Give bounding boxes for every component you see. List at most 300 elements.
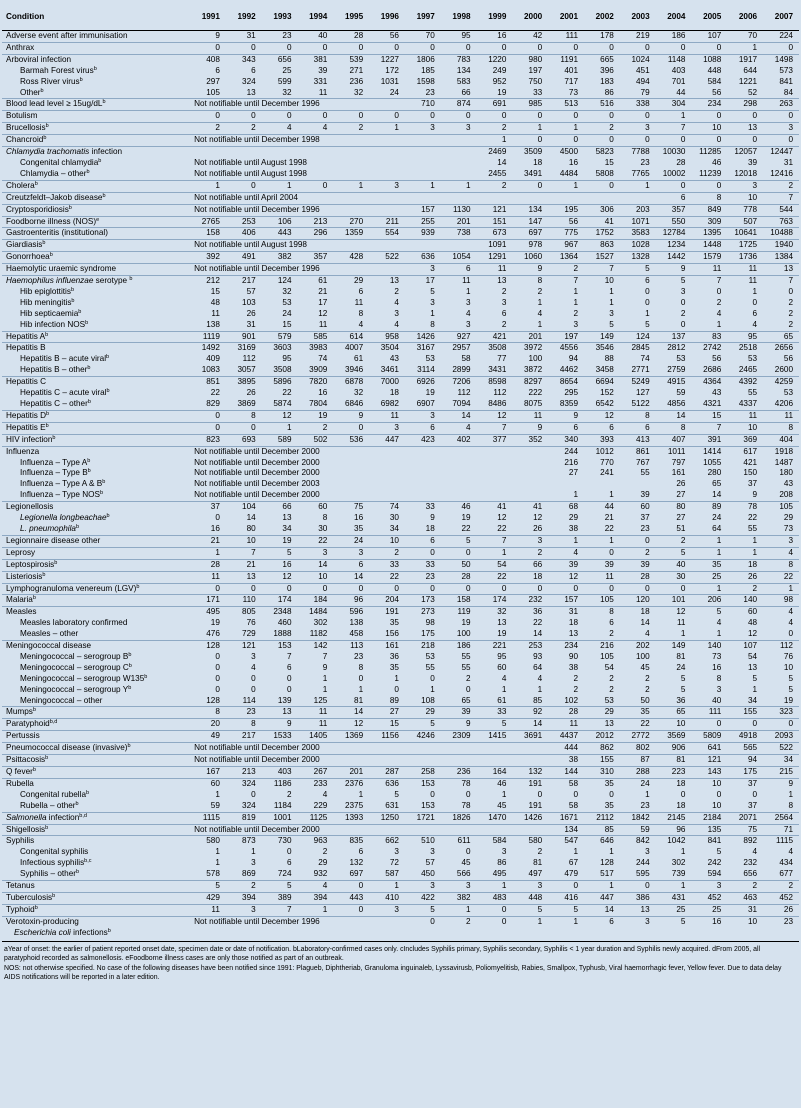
value-cell: 4007 — [333, 343, 369, 354]
value-cell: 70 — [405, 31, 441, 43]
value-cell: 805 — [226, 607, 262, 618]
table-row — [2, 252, 799, 264]
value-cell: 0 — [656, 42, 692, 54]
value-cell: 1 — [441, 180, 477, 192]
not-notifiable-note: Not notifiable until August 1998 — [190, 240, 477, 252]
condition-name: Meningococcal – serogroup $Y^b$ — [20, 684, 132, 694]
not-notifiable-note: Not notifiable until December 2000 — [190, 446, 548, 457]
value-cell: 1 — [609, 286, 614, 296]
value-cell: 1119 — [190, 331, 226, 343]
condition-name: Rubella – other$^b$ — [20, 800, 79, 810]
value-cell: 37 — [727, 778, 763, 789]
value-cell: 3461 — [380, 365, 399, 375]
value-cell: 11 — [441, 276, 477, 287]
value-cell: 403 — [671, 65, 686, 75]
value-cell: 502 — [298, 434, 334, 446]
value-cell: 29 — [333, 276, 369, 287]
value-cell: 28 — [620, 571, 656, 583]
value-cell: 32 — [282, 87, 292, 97]
condition-name: Salmonella infection$^{b,d}$ — [2, 812, 190, 824]
value-cell: 11 — [477, 264, 513, 276]
value-cell: 611 — [441, 836, 477, 847]
value-cell: 4 — [298, 123, 334, 135]
value-cell: 54 — [604, 662, 614, 672]
value-cell: 7 — [763, 276, 799, 287]
table-row — [2, 204, 799, 216]
table-row — [2, 147, 799, 158]
condition-name: Hepatitis C – acute viral$^b$ — [20, 388, 110, 398]
column-header-year: 1997 — [405, 4, 441, 31]
condition-name: Giardiasis$^b$ — [2, 240, 190, 252]
value-cell: 8 — [656, 422, 692, 434]
value-cell: 0 — [752, 297, 758, 307]
value-cell — [512, 928, 548, 939]
value-cell: 60 — [620, 502, 656, 513]
column-header-year: 2006 — [727, 4, 763, 31]
value-cell: 3 — [680, 286, 686, 296]
value-cell: 0 — [680, 297, 686, 307]
value-cell — [656, 928, 692, 939]
value-cell: 85 — [584, 824, 620, 836]
value-cell: 1 — [727, 535, 763, 547]
value-cell: 309 — [691, 216, 727, 228]
value-cell — [477, 928, 513, 939]
value-cell: 2 — [512, 547, 548, 559]
value-cell: 27 — [676, 490, 686, 500]
not-notifiable-note: Not notifiable until December 2000 — [190, 824, 548, 836]
value-cell: 236 — [441, 767, 477, 779]
value-cell: 201 — [512, 331, 548, 343]
value-cell: 2 — [226, 881, 262, 893]
value-cell: 0 — [548, 42, 584, 54]
value-cell: 874 — [441, 99, 477, 111]
value-cell: 1426 — [405, 331, 441, 343]
table-row — [2, 801, 799, 812]
value-cell: 0 — [190, 111, 226, 123]
value-cell: 10 — [727, 192, 763, 204]
value-cell: 1940 — [763, 240, 799, 252]
not-notifiable-note: Not notifiable until December 1998 — [190, 135, 477, 147]
value-cell: 74 — [369, 502, 405, 513]
value-cell: 952 — [492, 76, 507, 86]
value-cell: 186 — [441, 641, 477, 652]
value-cell: 1227 — [369, 54, 405, 65]
value-cell: 55 — [747, 523, 758, 533]
table-row — [2, 696, 799, 707]
condition-name: Paratyphoid$^{b,d}$ — [2, 719, 190, 731]
value-cell: 0 — [788, 629, 793, 639]
value-cell: 863 — [584, 240, 620, 252]
value-cell: 1888 — [273, 629, 292, 639]
value-cell: 93 — [533, 651, 543, 661]
value-cell: 0 — [298, 42, 334, 54]
value-cell: 1 — [501, 789, 507, 799]
value-cell: 12 — [656, 607, 692, 618]
value-cell: 0 — [584, 547, 620, 559]
value-cell: 306 — [584, 204, 620, 216]
value-cell: 3 — [512, 881, 548, 893]
value-cell: 26 — [246, 308, 256, 318]
value-cell: 1533 — [262, 731, 298, 743]
condition-name: Chancroid$^b$ — [2, 135, 190, 147]
value-cell: 7 — [691, 422, 727, 434]
value-cell: 185 — [421, 65, 435, 75]
value-cell: 15 — [210, 286, 220, 296]
value-cell: 110 — [226, 595, 262, 607]
value-cell: 0 — [620, 42, 656, 54]
table-row — [2, 169, 799, 180]
value-cell: 28 — [548, 707, 584, 719]
value-cell: 1 — [512, 916, 548, 927]
table-row — [2, 468, 799, 479]
value-cell: 369 — [727, 434, 763, 446]
value-cell: 409 — [206, 354, 220, 364]
value-cell: 0 — [226, 42, 262, 54]
value-cell: 1393 — [333, 812, 369, 824]
value-cell: 37 — [747, 479, 758, 489]
value-cell: 0 — [691, 719, 727, 731]
value-cell: 584 — [477, 836, 513, 847]
not-notifiable-note: Not notifiable until December 2000 — [194, 457, 320, 467]
value-cell: 298 — [727, 99, 763, 111]
not-notifiable-note: Not notifiable until December 2000 — [194, 468, 320, 478]
condition-name: Creutzfeldt–Jakob disease$^b$ — [2, 192, 190, 204]
condition-name: Infectious syphilis$^{b,c}$ — [20, 858, 92, 868]
value-cell: 1 — [537, 319, 543, 329]
value-cell: 1 — [656, 111, 692, 123]
value-cell: 53 — [676, 354, 686, 364]
value-cell: 32 — [354, 388, 364, 398]
value-cell: 224 — [763, 31, 799, 43]
value-cell: 28 — [441, 571, 477, 583]
value-cell: 0 — [763, 135, 799, 147]
value-cell: 11 — [190, 571, 226, 583]
value-cell: 155 — [727, 707, 763, 719]
value-cell: 1 — [358, 684, 364, 694]
value-cell: 35 — [584, 778, 620, 789]
value-cell: 1 — [691, 583, 727, 595]
value-cell: 901 — [226, 331, 262, 343]
value-cell: 1028 — [620, 240, 656, 252]
value-cell: 33 — [477, 707, 513, 719]
value-cell: 33 — [369, 559, 405, 571]
value-cell: 428 — [333, 252, 369, 264]
value-cell: 3 — [620, 123, 656, 135]
value-cell: 2759 — [667, 365, 686, 375]
value-cell: 1 — [322, 673, 328, 683]
value-cell: 134 — [456, 65, 471, 75]
value-cell: 0 — [286, 684, 292, 694]
value-cell: 4918 — [727, 731, 763, 743]
value-cell: 1083 — [201, 365, 220, 375]
value-cell: 8 — [322, 513, 328, 523]
value-cell: 7765 — [631, 168, 650, 178]
value-cell: 1 — [752, 684, 758, 694]
value-cell: 646 — [584, 836, 620, 847]
column-header-year: 2004 — [656, 4, 692, 31]
value-cell: 750 — [528, 76, 543, 86]
value-cell: 665 — [584, 54, 620, 65]
value-cell: 2 — [727, 583, 763, 595]
value-cell: 0 — [645, 297, 650, 307]
value-cell: 8 — [358, 662, 364, 672]
value-cell: 3431 — [488, 365, 507, 375]
value-cell: 382 — [262, 252, 298, 264]
value-cell: 8 — [358, 308, 364, 318]
value-cell: 0 — [286, 673, 292, 683]
value-cell: 1191 — [548, 54, 584, 65]
table-row — [2, 812, 799, 824]
value-cell: 142 — [298, 641, 334, 652]
table-row — [2, 490, 799, 501]
value-cell: 38 — [568, 662, 579, 672]
value-cell: 3 — [405, 881, 441, 893]
value-cell: 849 — [691, 204, 727, 216]
value-cell: 223 — [656, 767, 692, 779]
value-cell: 28 — [190, 559, 226, 571]
value-cell: 1725 — [727, 240, 763, 252]
table-row — [2, 790, 799, 801]
value-cell: 14 — [512, 719, 548, 731]
value-cell: 0 — [430, 789, 435, 799]
value-cell: 584 — [707, 76, 722, 86]
value-cell: 404 — [763, 434, 799, 446]
value-cell: 3169 — [226, 343, 262, 354]
value-cell: 673 — [477, 228, 513, 240]
value-cell: 5808 — [595, 168, 614, 178]
value-cell: 2309 — [441, 731, 477, 743]
value-cell: 32 — [282, 286, 292, 296]
value-cell: 483 — [477, 892, 513, 904]
value-cell: 3691 — [512, 731, 548, 743]
value-cell: 447 — [369, 434, 405, 446]
value-cell: 24 — [333, 535, 369, 547]
value-cell: 5 — [645, 319, 650, 329]
value-cell: 340 — [548, 434, 584, 446]
value-cell: 6907 — [416, 399, 435, 408]
condition-name: HIV infection$^b$ — [2, 434, 190, 446]
condition-name: Pneumococcal disease (invasive)$^b$ — [2, 743, 190, 755]
value-cell: 36 — [676, 695, 686, 705]
value-cell: 195 — [548, 204, 584, 216]
value-cell: 8 — [512, 276, 548, 287]
column-header-year: 1994 — [298, 4, 334, 31]
value-cell: 0 — [251, 684, 256, 694]
value-cell: 295 — [564, 388, 579, 398]
value-cell: 10488 — [763, 228, 799, 240]
value-cell: 60 — [497, 662, 507, 672]
table-row — [2, 99, 799, 111]
value-cell: 583 — [456, 76, 471, 86]
value-cell: 1 — [322, 684, 328, 694]
value-cell: 36 — [389, 651, 399, 661]
value-cell: 25 — [691, 571, 727, 583]
value-cell: 76 — [246, 618, 256, 628]
value-cell: 476 — [206, 629, 220, 639]
value-cell: 253 — [226, 216, 262, 228]
value-cell: 423 — [405, 434, 441, 446]
value-cell: 13 — [763, 264, 799, 276]
value-cell: 22 — [461, 523, 471, 533]
value-cell: 13 — [477, 276, 513, 287]
value-cell: 617 — [727, 446, 763, 457]
value-cell: 6542 — [595, 399, 614, 408]
value-cell: 12 — [747, 629, 758, 639]
value-cell: 0 — [298, 583, 334, 595]
table-row — [2, 135, 799, 147]
value-cell: 2 — [645, 673, 650, 683]
value-cell: 12057 — [727, 147, 763, 158]
value-cell: 94 — [568, 354, 579, 364]
value-cell: 448 — [512, 892, 548, 904]
value-cell: 11 — [298, 707, 334, 719]
value-cell: 1001 — [262, 812, 298, 824]
table-row — [2, 767, 799, 779]
value-cell: 11239 — [699, 168, 722, 178]
value-cell: 208 — [779, 490, 793, 500]
value-cell: 980 — [512, 54, 548, 65]
value-cell: 76 — [783, 651, 793, 661]
value-cell: 0 — [190, 583, 226, 595]
value-cell: 3869 — [237, 399, 256, 408]
value-cell: 6 — [620, 276, 656, 287]
value-cell: 156 — [385, 629, 399, 639]
value-cell: 127 — [635, 388, 650, 398]
value-cell: 128 — [206, 695, 220, 705]
value-cell: 0 — [226, 422, 262, 434]
column-header-year: 1995 — [333, 4, 369, 31]
value-cell: 656 — [743, 869, 758, 879]
value-cell: 407 — [656, 434, 692, 446]
value-cell: 8359 — [559, 399, 579, 408]
table-row — [2, 571, 799, 583]
table-row — [2, 331, 799, 343]
value-cell: 1 — [620, 180, 656, 192]
table-row — [2, 422, 799, 434]
value-cell: 39 — [640, 490, 650, 500]
value-cell: 963 — [298, 836, 334, 847]
value-cell: 70 — [727, 31, 763, 43]
value-cell: 7 — [584, 264, 620, 276]
value-cell: 8 — [190, 707, 226, 719]
value-cell: 11 — [298, 719, 334, 731]
value-cell: 1384 — [763, 252, 799, 264]
value-cell: 0 — [405, 111, 441, 123]
value-cell: 1 — [537, 297, 543, 307]
value-cell: 95 — [727, 331, 763, 343]
value-cell: 578 — [206, 869, 220, 879]
value-cell: 0 — [215, 662, 220, 672]
value-cell: 3504 — [369, 343, 405, 354]
value-cell: 53 — [425, 354, 435, 364]
value-cell: 23 — [262, 31, 298, 43]
value-cell: 21 — [318, 286, 328, 296]
value-cell: 221 — [477, 641, 513, 652]
value-cell: 41 — [477, 502, 513, 513]
value-cell: 23 — [640, 800, 650, 810]
value-cell — [548, 928, 584, 939]
value-cell: 46 — [477, 778, 513, 789]
not-notifiable-note: Not notifiable until December 1996 — [190, 264, 405, 276]
value-cell: 3 — [441, 881, 477, 893]
value-cell: 60 — [190, 778, 226, 789]
value-cell: 44 — [584, 502, 620, 513]
value-cell: 1 — [645, 308, 650, 318]
not-notifiable-note: Not notifiable until December 2000 — [190, 743, 548, 755]
value-cell: 7820 — [298, 377, 334, 388]
value-cell: 83 — [691, 331, 727, 343]
value-cell: 35 — [389, 618, 399, 628]
value-cell: 0 — [691, 111, 727, 123]
value-cell: 167 — [190, 767, 226, 779]
value-cell: 48 — [747, 618, 758, 628]
value-cell: 152 — [600, 388, 614, 398]
value-cell: 444 — [548, 743, 584, 755]
condition-name: Psittacosis$^b$ — [2, 755, 190, 767]
value-cell: 4321 — [703, 399, 722, 408]
value-cell: 6 — [405, 422, 441, 434]
value-cell: 128 — [600, 858, 614, 868]
value-cell: 112 — [242, 354, 256, 364]
value-cell: 13 — [497, 618, 507, 628]
value-cell: 1054 — [441, 252, 477, 264]
value-cell: 78 — [727, 502, 763, 513]
value-cell: 12416 — [770, 168, 793, 178]
condition-name: Rubella — [2, 778, 190, 789]
value-cell: 11 — [763, 410, 799, 422]
value-cell: 96 — [656, 824, 692, 836]
table-row — [2, 524, 799, 535]
value-cell: 2686 — [703, 365, 722, 375]
value-cell: 835 — [333, 836, 369, 847]
value-cell: 61 — [298, 276, 334, 287]
table-row — [2, 916, 799, 927]
value-cell: 1 — [501, 684, 507, 694]
value-cell: 19 — [425, 388, 435, 398]
condition-name: Adverse event after immunisation — [2, 31, 190, 43]
value-cell: 1842 — [620, 812, 656, 824]
value-cell: 107 — [691, 31, 727, 43]
value-cell: 421 — [477, 331, 513, 343]
value-cell: 381 — [298, 54, 334, 65]
value-cell: 213 — [226, 767, 262, 779]
value-cell: 15 — [369, 719, 405, 731]
value-cell: 59 — [620, 824, 656, 836]
value-cell: 1527 — [584, 252, 620, 264]
value-cell: 31 — [246, 319, 256, 329]
value-cell: 3872 — [524, 365, 543, 375]
value-cell: 2 — [501, 319, 507, 329]
condition-name: Hepatitis $A^b$ — [2, 331, 190, 343]
value-cell: 1 — [430, 308, 435, 318]
value-cell: 135 — [691, 824, 727, 836]
value-cell: 1042 — [656, 836, 692, 847]
value-cell: 216 — [584, 641, 620, 652]
value-cell: 39 — [548, 559, 584, 571]
value-cell: 2 — [716, 297, 722, 307]
table-row — [2, 54, 799, 65]
value-cell: 3 — [691, 881, 727, 893]
value-cell: 10 — [783, 662, 793, 672]
value-cell: 28 — [333, 31, 369, 43]
value-cell: 8 — [716, 673, 722, 683]
value-cell: 1426 — [512, 812, 548, 824]
value-cell: 302 — [313, 618, 328, 628]
value-cell: 0 — [262, 583, 298, 595]
value-cell — [620, 928, 656, 939]
value-cell: 31 — [783, 157, 793, 167]
value-cell: 697 — [512, 228, 548, 240]
